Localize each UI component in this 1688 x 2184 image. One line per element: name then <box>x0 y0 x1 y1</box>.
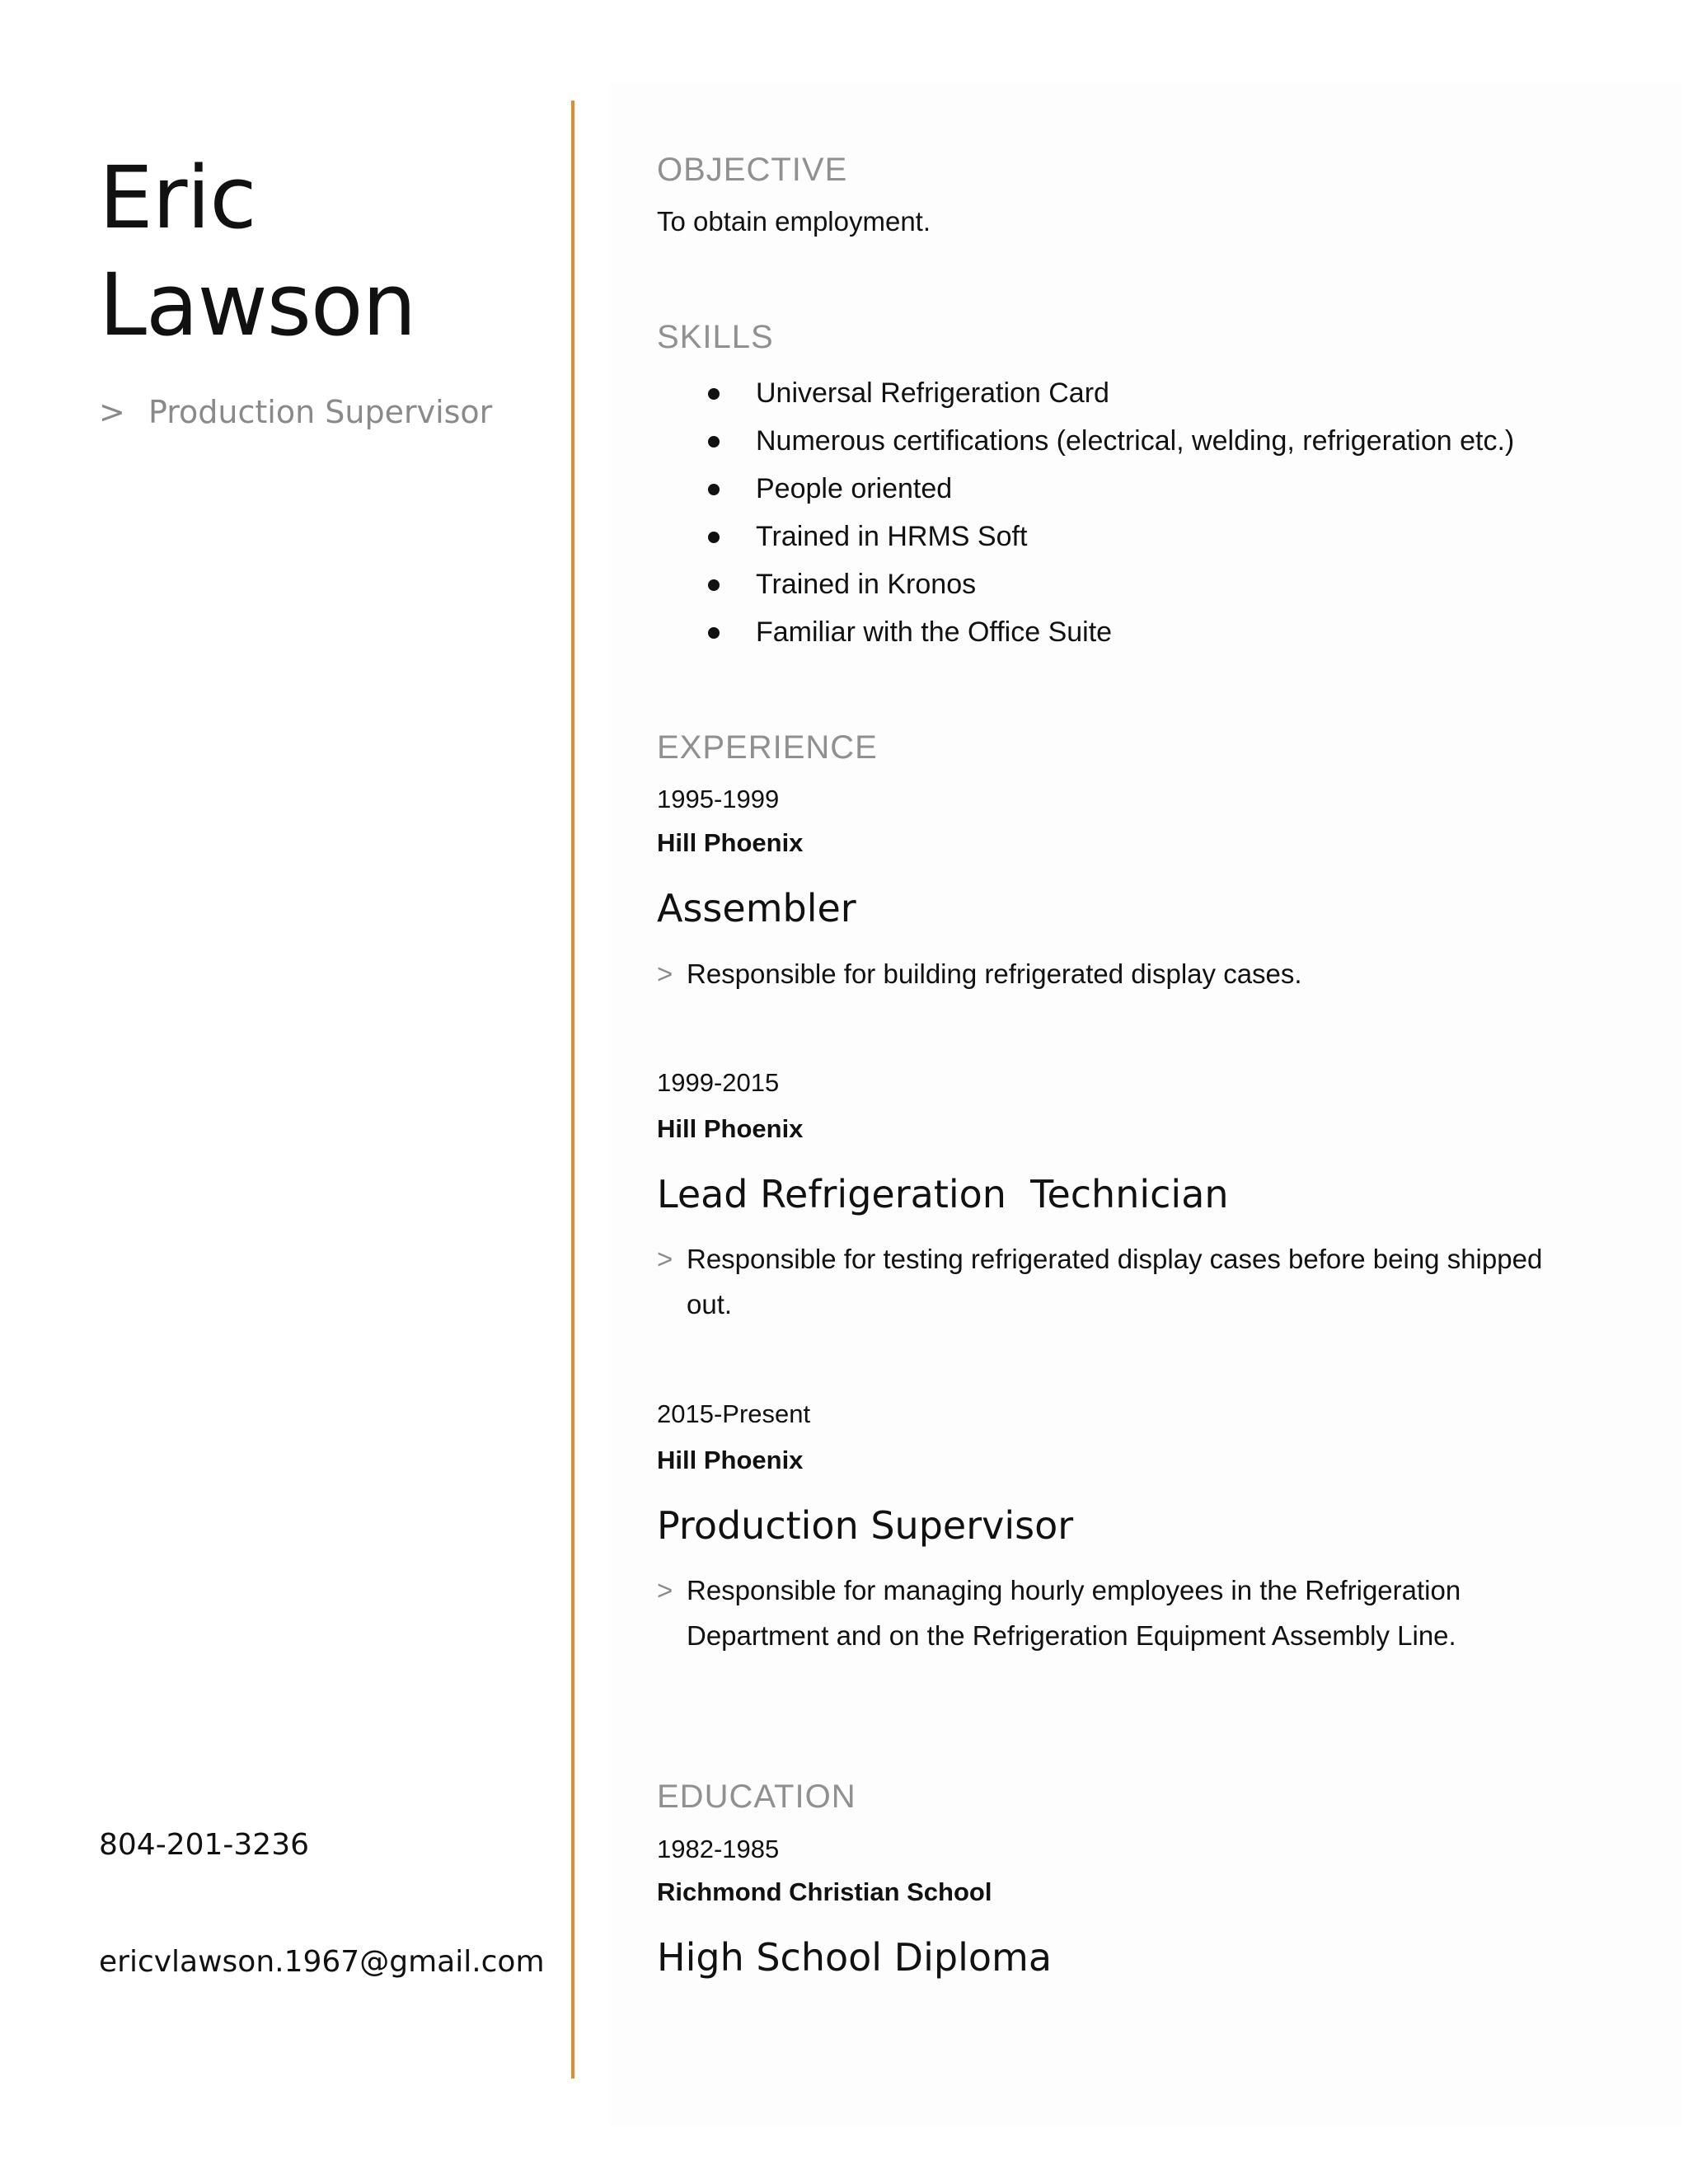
experience-title: Lead Refrigeration Technician <box>657 1172 1229 1216</box>
bullet-icon <box>708 579 720 591</box>
skills-heading: SKILLS <box>657 319 774 355</box>
email-address: ericvlawson.1967@gmail.com <box>99 1945 545 1979</box>
chevron-right-icon: > <box>657 1244 673 1274</box>
chevron-right-icon: > <box>99 394 125 430</box>
first-name: Eric <box>99 148 256 248</box>
bullet-icon <box>708 484 720 495</box>
bullet-icon <box>708 436 720 448</box>
experience-description <box>657 1568 1588 1658</box>
education-school: Richmond Christian School <box>657 1877 992 1906</box>
bullet-icon <box>708 388 720 400</box>
skill-item <box>657 420 1514 468</box>
skill-text: Universal Refrigeration Card <box>756 377 1109 409</box>
experience-description <box>657 951 1588 996</box>
skill-item <box>657 373 1514 420</box>
experience-description-text: Responsible for managing hourly employees in the Refrigeration Department and on the Refrigeration Equipment Assembly Line. <box>687 1575 1461 1651</box>
experience-company: Hill Phoenix <box>657 828 804 857</box>
tagline <box>99 394 492 430</box>
skill-text: People oriented <box>756 473 953 504</box>
experience-dates: 1995-1999 <box>657 785 780 813</box>
bullet-icon <box>708 627 720 639</box>
skill-item <box>657 564 1514 612</box>
objective-heading: OBJECTIVE <box>657 152 848 188</box>
bullet-icon <box>708 532 720 543</box>
skill-item <box>657 516 1514 564</box>
education-degree: High School Diploma <box>657 1935 1053 1980</box>
skill-text: Familiar with the Office Suite <box>756 616 1113 648</box>
column-divider <box>571 101 574 2079</box>
objective-text: To obtain employment. <box>657 206 931 237</box>
chevron-right-icon: > <box>657 1575 673 1605</box>
experience-description-text: Responsible for building refrigerated display cases. <box>687 958 1302 989</box>
tagline-text: Production Supervisor <box>148 394 493 430</box>
skills-list <box>657 373 1514 659</box>
experience-heading: EXPERIENCE <box>657 729 878 766</box>
skill-item <box>657 468 1514 516</box>
experience-description-text: Responsible for testing refrigerated display cases before being shipped out. <box>687 1244 1543 1319</box>
education-dates: 1982-1985 <box>657 1835 780 1863</box>
skill-item <box>657 612 1514 659</box>
chevron-right-icon: > <box>657 958 673 989</box>
skill-text: Trained in HRMS Soft <box>756 521 1028 552</box>
experience-company: Hill Phoenix <box>657 1114 804 1143</box>
experience-dates: 2015-Present <box>657 1399 811 1428</box>
last-name: Lawson <box>99 255 416 355</box>
experience-title: Assembler <box>657 886 856 930</box>
experience-company: Hill Phoenix <box>657 1446 804 1474</box>
experience-description <box>657 1236 1588 1327</box>
skill-text: Numerous certifications (electrical, welding, refrigeration etc.) <box>756 425 1515 457</box>
phone-number: 804-201-3236 <box>99 1828 310 1862</box>
skill-text: Trained in Kronos <box>756 569 977 600</box>
experience-dates: 1999-2015 <box>657 1068 780 1097</box>
education-heading: EDUCATION <box>657 1779 856 1815</box>
experience-title: Production Supervisor <box>657 1503 1074 1548</box>
